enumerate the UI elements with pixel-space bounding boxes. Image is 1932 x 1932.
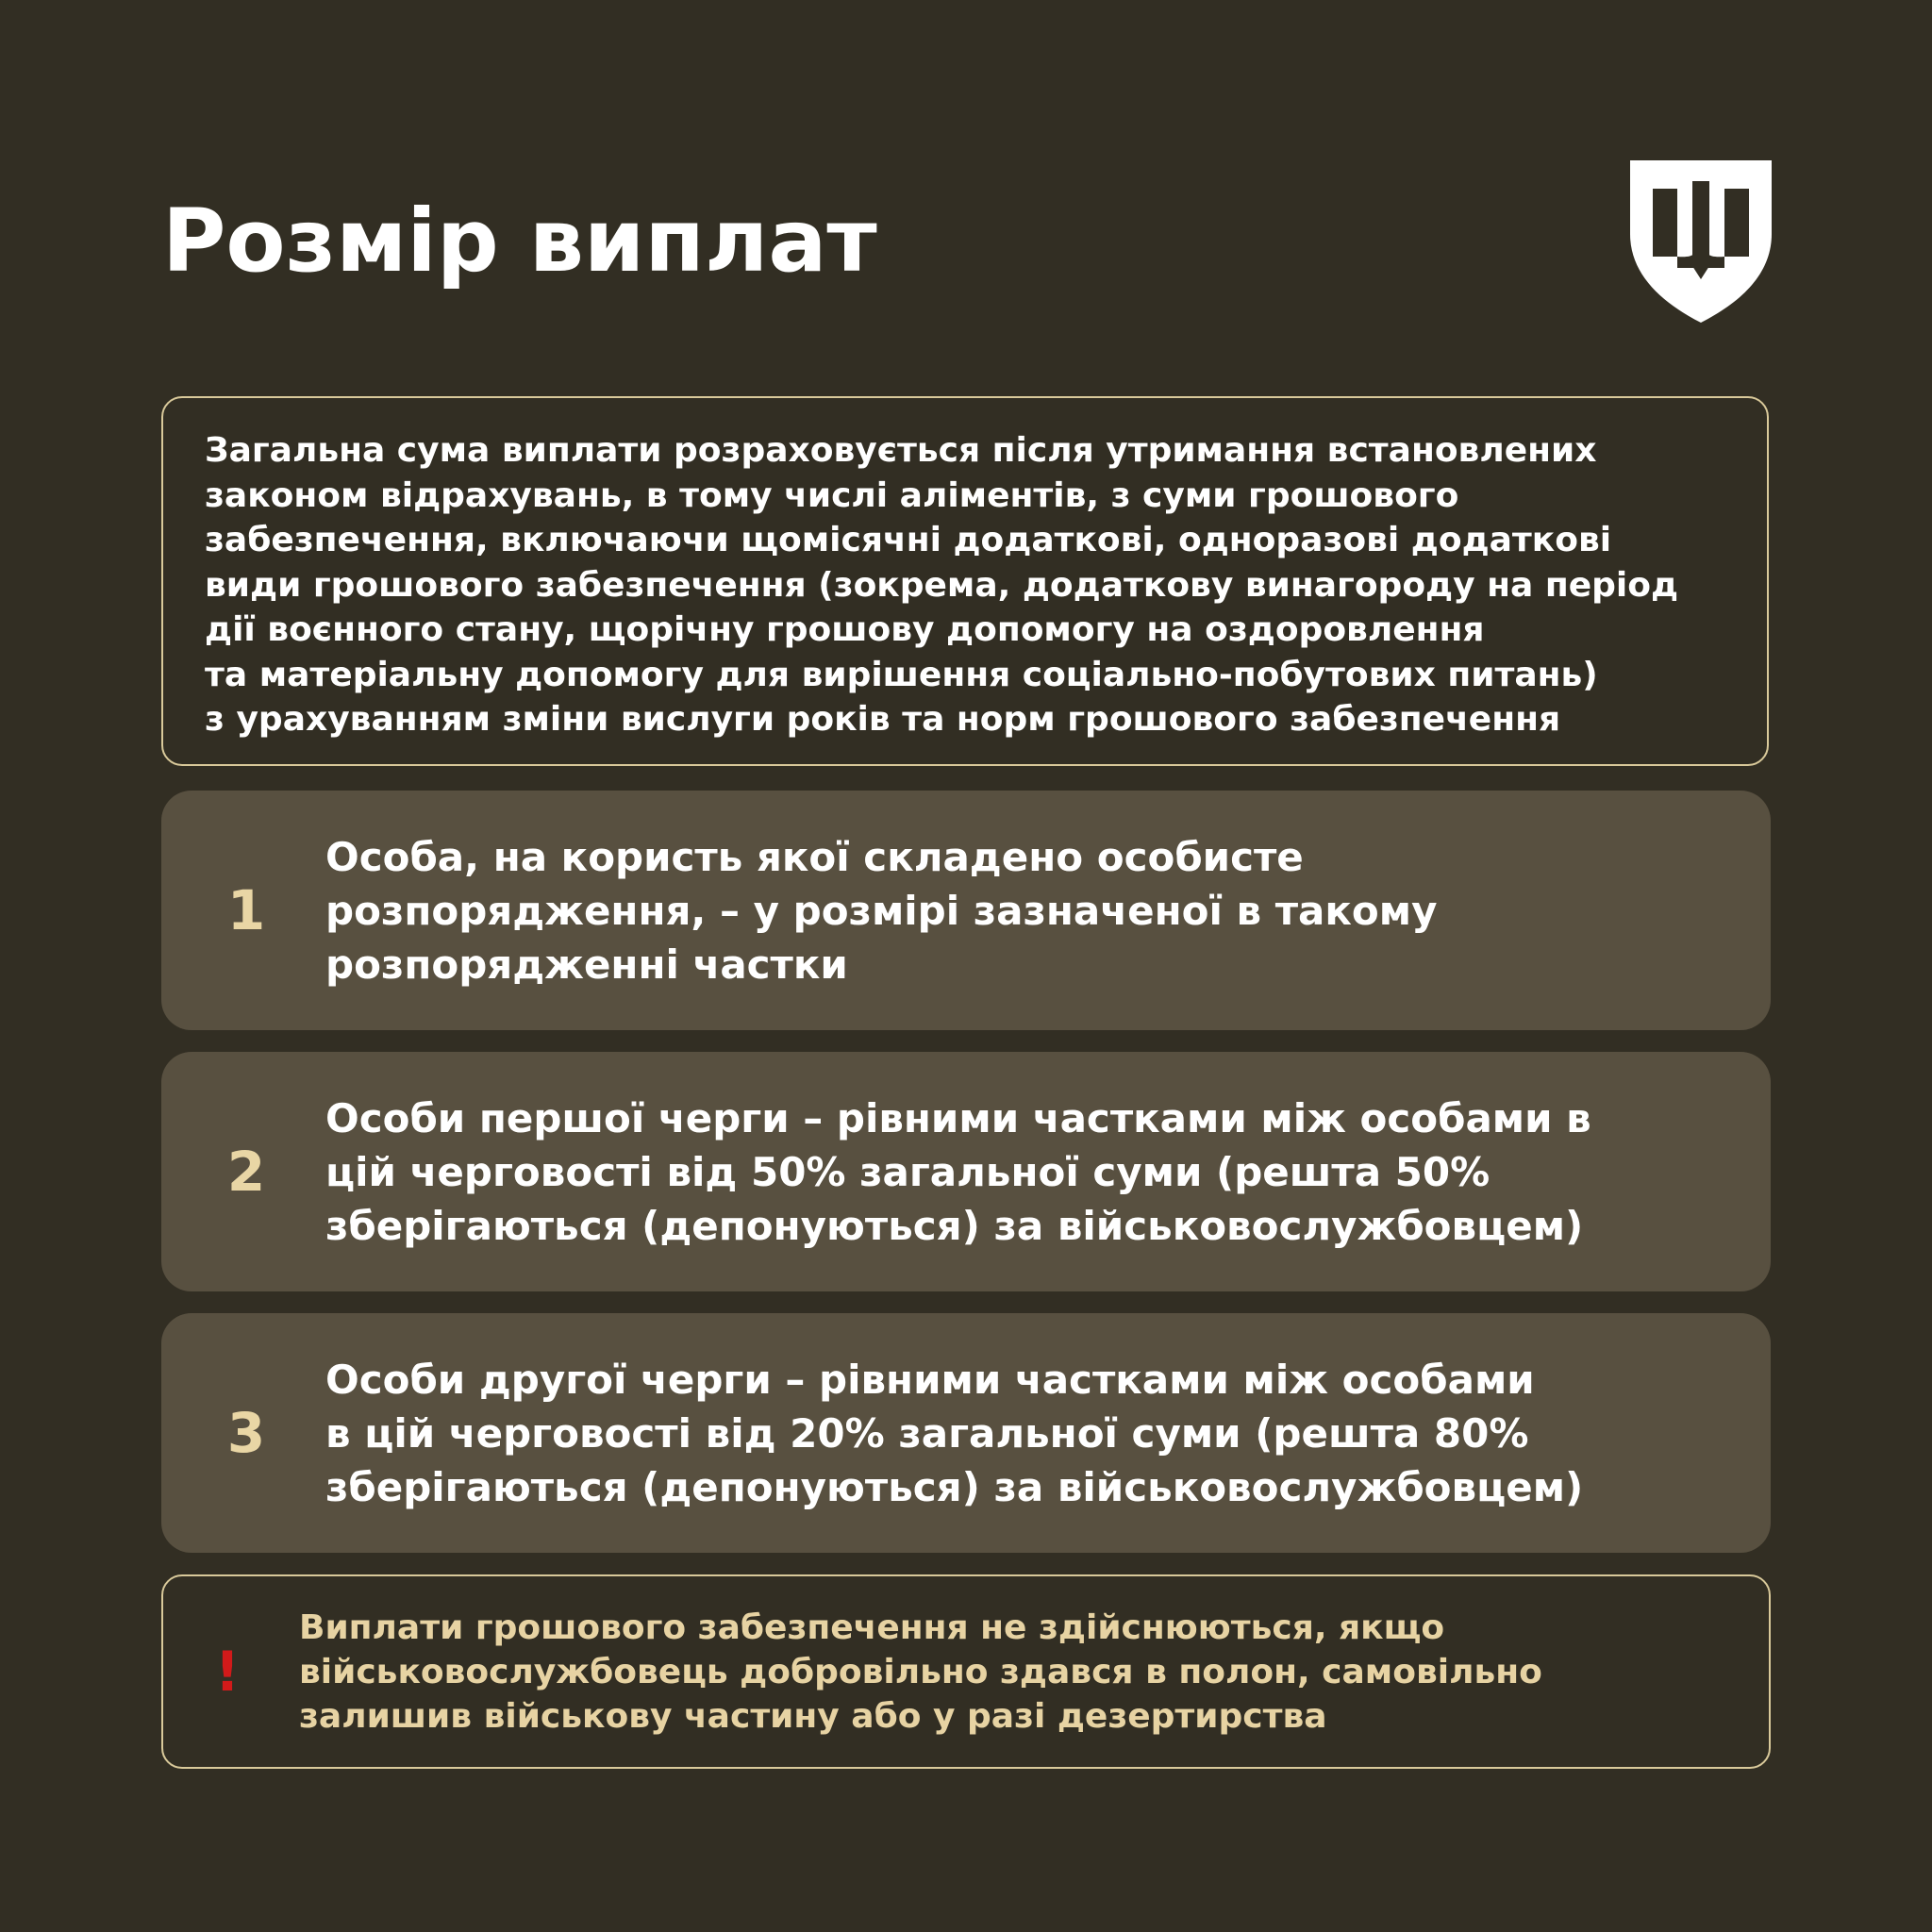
warning-box: [161, 1574, 1771, 1769]
payment-item-2: [161, 1052, 1771, 1291]
item-text: Особи першої черги – рівними частками між особами в цій черговості від 50% загальної суми (решта 50% зберігаються (депонуються) за військовослужбовцем): [325, 1094, 1591, 1249]
page-title: Розмір виплат: [162, 191, 877, 291]
item-number: 1: [226, 878, 266, 942]
warning-text: Виплати грошового забезпечення не здійснюються, якщо військовослужбовець добровільно здався в полон, самовільно залишив військову частину або у разі дезертирства: [299, 1607, 1542, 1736]
trident-shield-icon: [1630, 160, 1772, 323]
item-number: 2: [226, 1140, 266, 1204]
item-text: Особи другої черги – рівними частками між особами в цій черговості від 20% загальної суми (решта 80% зберігаються (депонуються) за військовослужбовцем): [325, 1356, 1584, 1510]
exclamation-icon: !: [214, 1640, 241, 1704]
payment-item-1: [161, 791, 1771, 1030]
payment-item-3: [161, 1313, 1771, 1553]
intro-box: [161, 396, 1769, 766]
item-text: Особа, на користь якої складено особисте розпорядження, – у розмірі зазначеної в такому розпорядженні частки: [325, 833, 1438, 988]
intro-text: Загальна сума виплати розраховується після утримання встановлених законом відрахувань, в тому числі аліментів, з суми грошового забезпечення, включаючи щомісячні додаткові, одноразові додаткові види грошового забезпечення (зокрема, додаткову винагороду на період дії воєнного стану, щорічну грошову допомогу на оздоровлення та матеріальну допомогу для вирішення соціально-побутових питань) з урахуванням зміни вислуги років та норм грошового забезпечення: [205, 431, 1679, 739]
item-number: 3: [226, 1401, 266, 1465]
